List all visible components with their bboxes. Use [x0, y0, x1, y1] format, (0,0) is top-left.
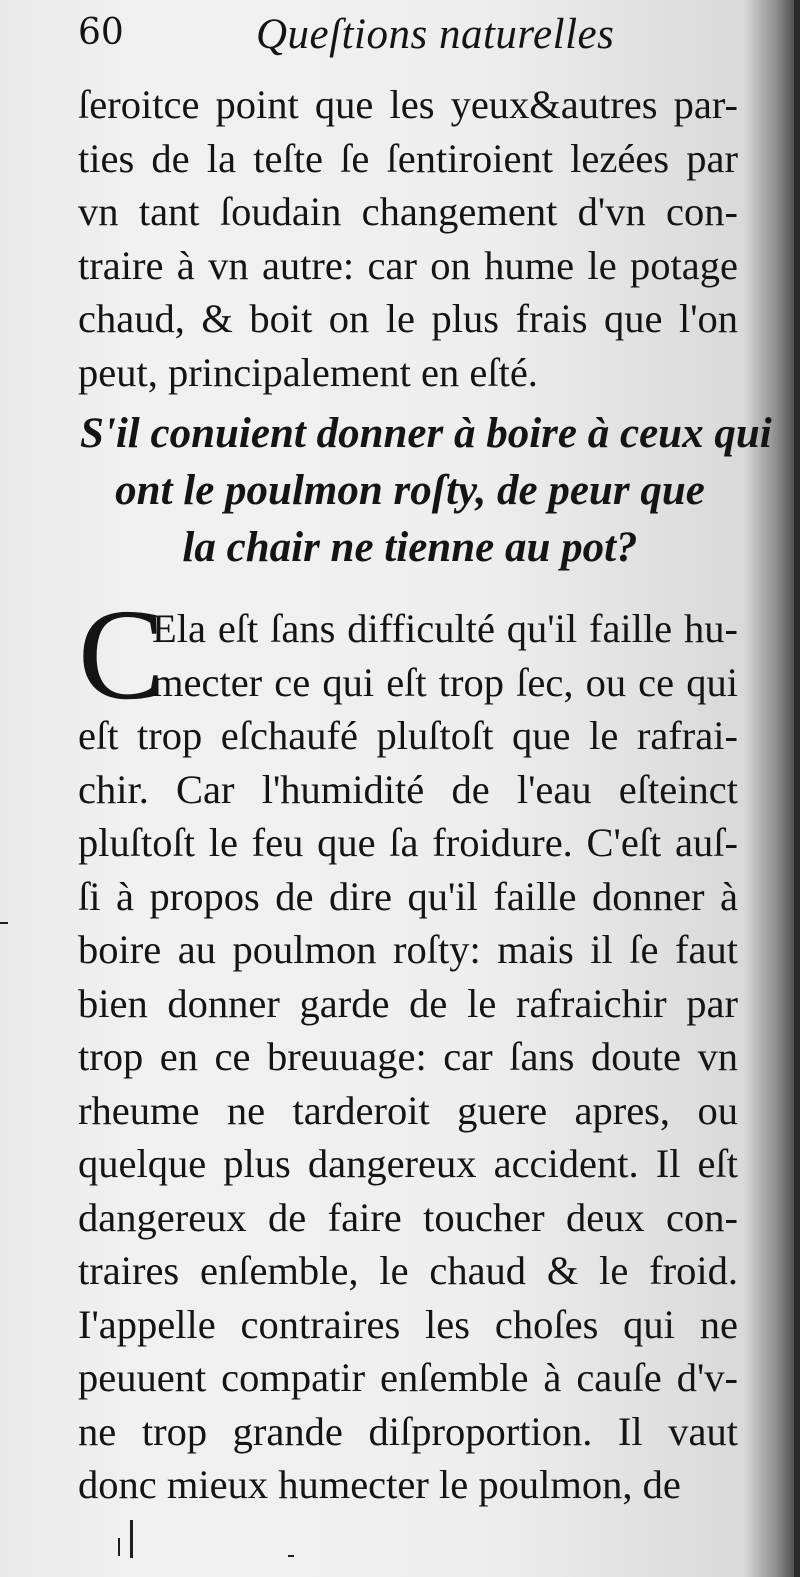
text-line: peuuent compatir enſemble à cauſe d'v- [78, 1355, 738, 1400]
gutter-shadow [794, 0, 800, 1577]
heading-line: la chair ne tienne au pot? [182, 524, 638, 571]
text-line: donc mieux humecter le poulmon, de [78, 1462, 681, 1507]
text-line: ties de la teſte ſe ſentiroient lezées par [78, 135, 738, 181]
text-line: quelque plus dangereux accident. Il eſt [78, 1141, 738, 1186]
text-line: trop en ce breuuage: car ſans doute vn [78, 1034, 738, 1079]
text-line: peut, principalement en eſté. [78, 349, 538, 395]
margin-mark [130, 1520, 133, 1558]
text-line: traires enſemble, le chaud & le froid. [78, 1248, 738, 1293]
text-line: eſt trop eſchaufé pluſtoſt que le rafrai- [78, 713, 738, 758]
margin-mark [118, 1538, 120, 1556]
drop-cap: C [78, 583, 165, 727]
page-number: 60 [78, 12, 124, 53]
text-line: boire au poulmon roſty: mais il ſe faut [78, 927, 738, 972]
text-line: pluſtoſt le feu que ſa froidure. C'eſt auſ- [78, 820, 738, 865]
text-line: rheume ne tarderoit guere apres, ou [78, 1087, 738, 1133]
text-line: vn tant ſoudain changement d'vn con- [78, 189, 738, 234]
text-line: dangereux de faire toucher deux con- [78, 1194, 738, 1240]
text-line: traire à vn autre: car on hume le potage [78, 242, 738, 288]
running-title: Queſtions naturelles [256, 11, 615, 58]
text-line: ſeroitce point que les yeux&autres par- [78, 82, 738, 127]
text-line: Ela eſt ſans difficulté qu'il faille hu- [152, 606, 738, 651]
text-line: chaud, & boit on le plus frais que l'on [78, 296, 738, 341]
text-line: mecter ce qui eſt trop ſec, ou ce qui [152, 659, 738, 705]
text-line: I'appelle contraires les choſes qui ne [78, 1301, 738, 1347]
text-line: chir. Car l'humidité de l'eau eſteinct [78, 766, 738, 812]
heading-line: S'il conuient donner à boire à ceux qui [80, 410, 772, 457]
margin-mark [0, 922, 8, 924]
page-header [78, 10, 738, 70]
text-line: ſi à propos de dire qu'il faille donner à [78, 873, 738, 919]
heading-line: ont le poulmon roſty, de peur que [115, 467, 705, 514]
text-line: bien donner garde de le rafraichir par [78, 980, 738, 1026]
margin-mark [288, 1555, 294, 1557]
paragraph-2 [78, 583, 738, 1512]
text-line: ne trop grande diſproportion. Il vaut [78, 1408, 738, 1454]
section-heading [80, 405, 772, 576]
paragraph-1 [78, 78, 738, 399]
